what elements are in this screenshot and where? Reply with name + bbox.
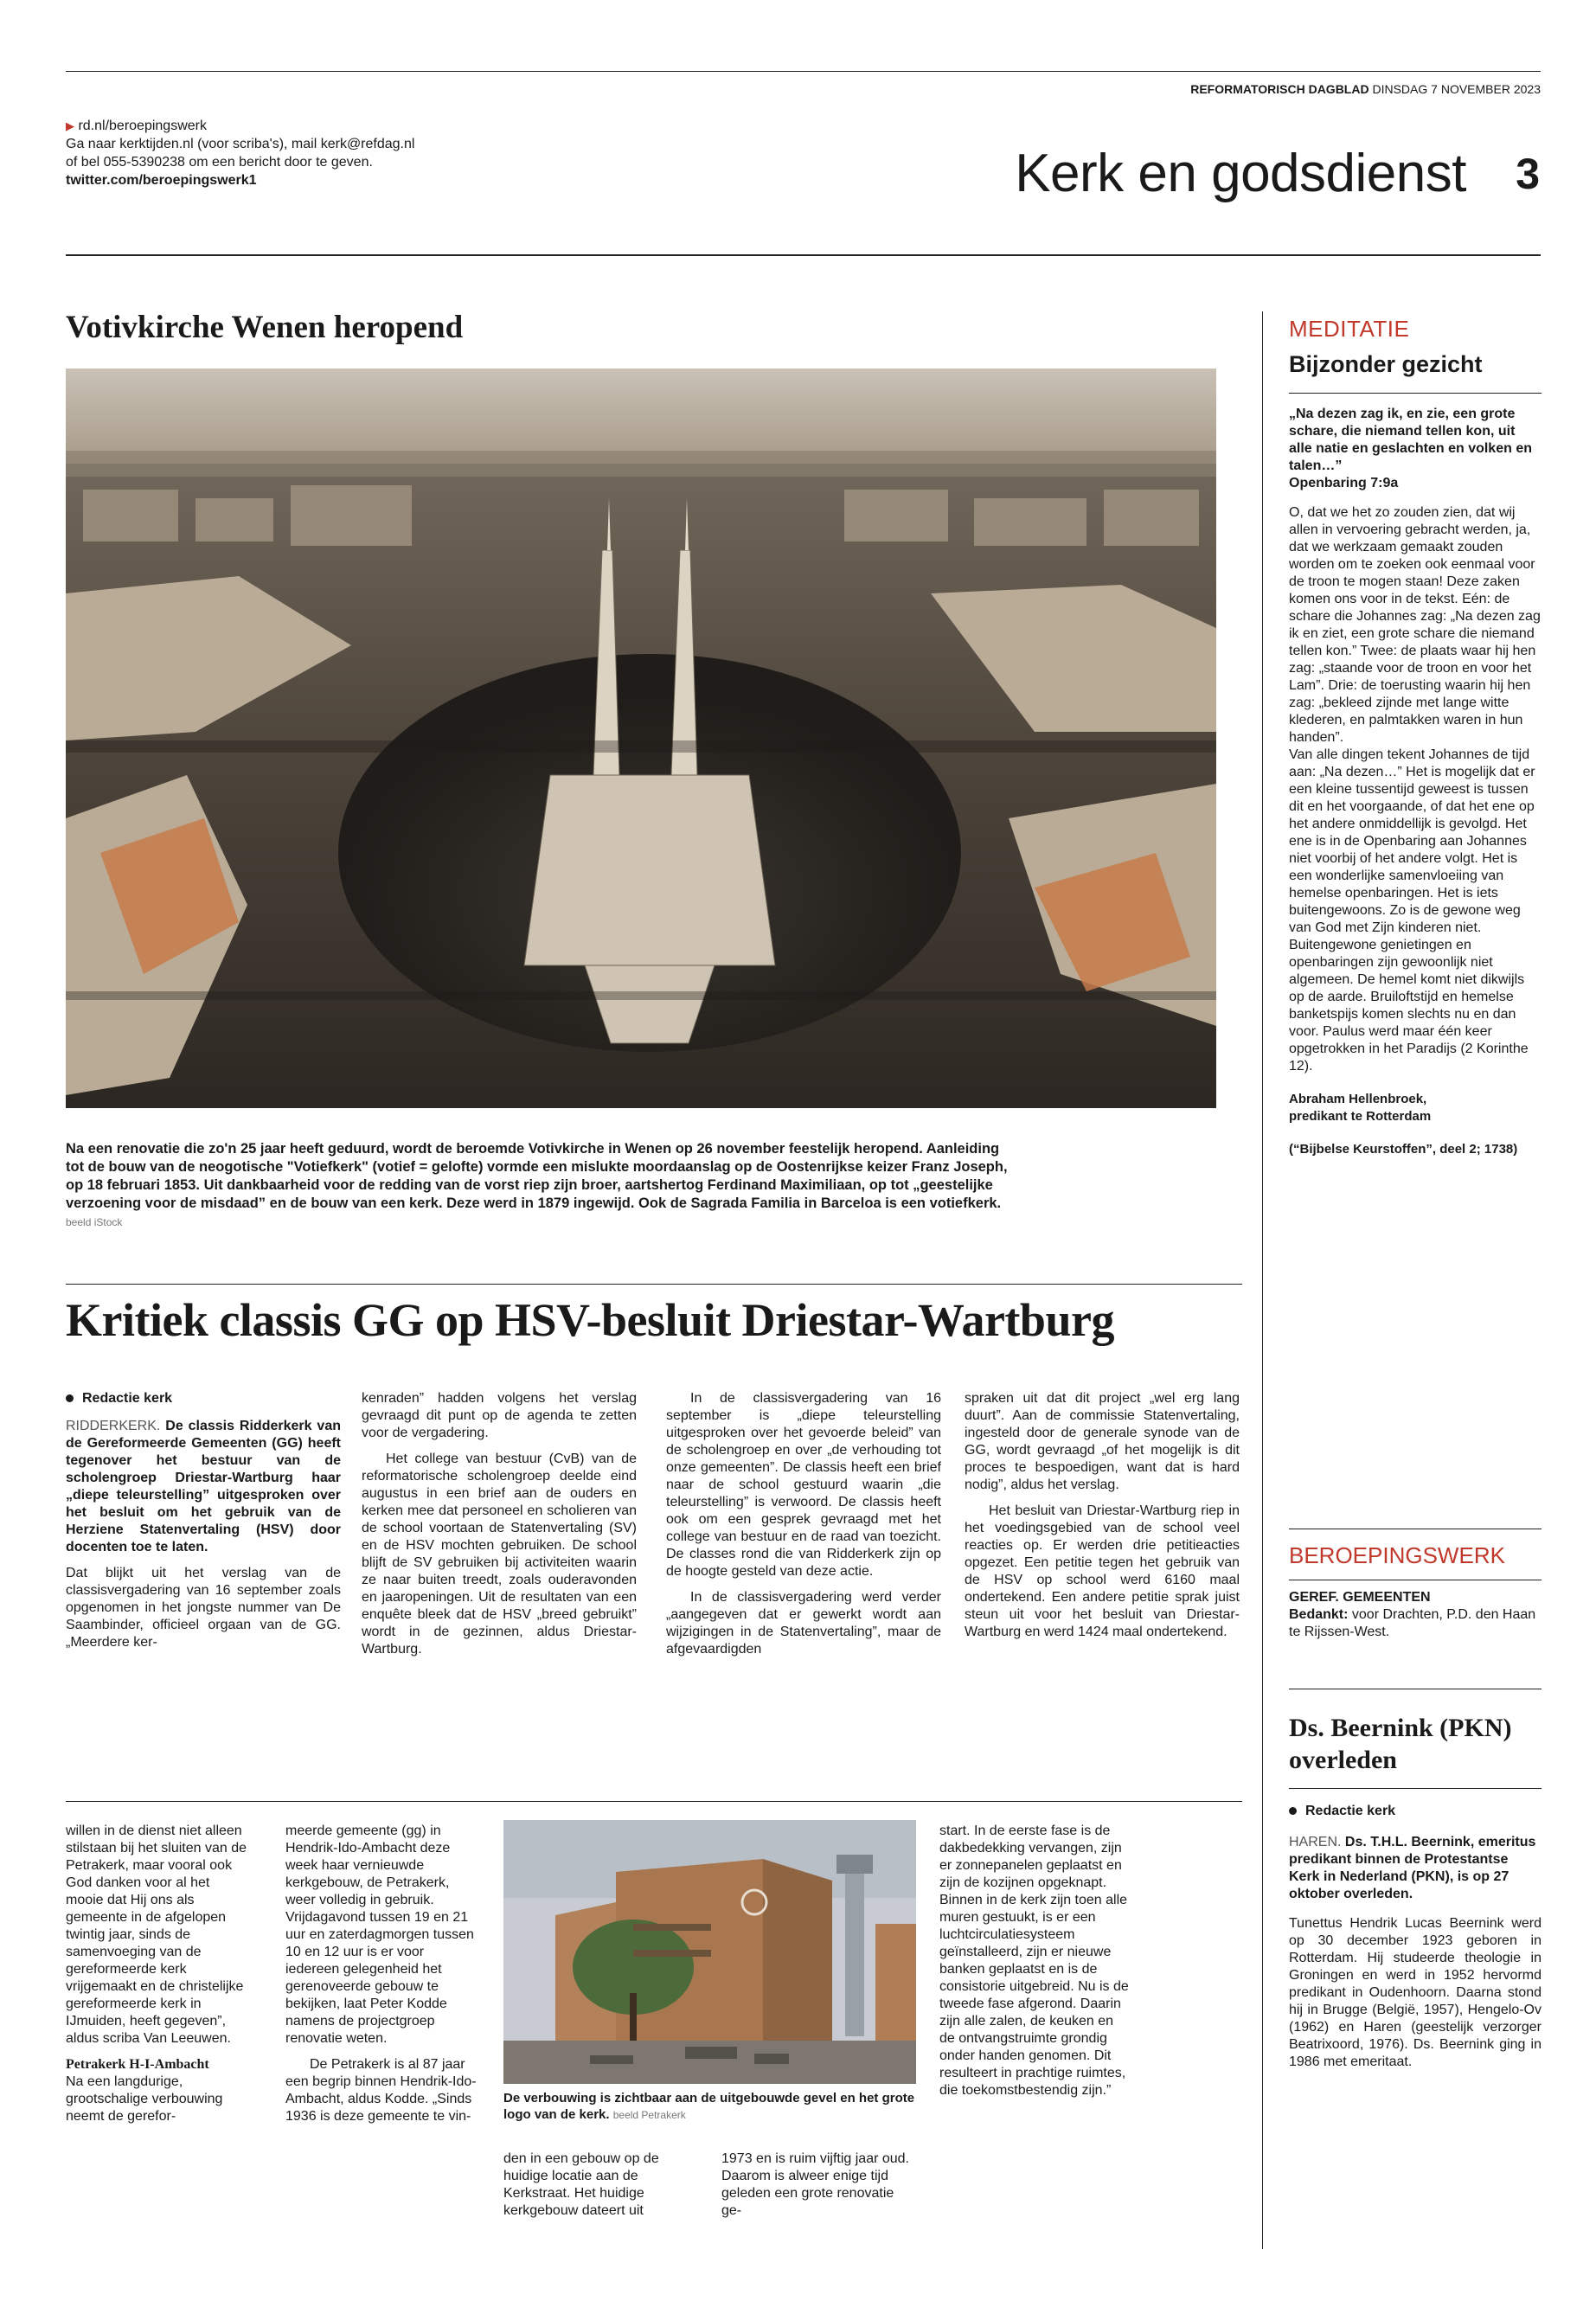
petrakerk-column-3: [503, 2150, 699, 2228]
kritiek-col4-p2: Het besluit van Driestar-Wartburg riep in het voedingsgebied van de school veel reacties op. Er werden drie petitieacties opgezet. Een petitie tegen het gebruik van de HSV op school werd 6160 maal ondertekend. Een andere petitie sprak juist steun uit voor het besluit van Driestar-Wartburg en werd 1424 maal ondertekend.: [965, 1503, 1240, 1639]
petrakerk-photo: [503, 1820, 916, 2084]
meditatie-source: (“Bijbelse Keurstoffen”, deel 2; 1738): [1289, 1142, 1518, 1157]
meditatie-quote: „Na dezen zag ik, en zie, een grote schare, die niemand tellen kon, uit alle natie en geslachten en volken en talen…”: [1289, 407, 1532, 473]
meditatie-reference: Openbaring 7:9a: [1289, 476, 1399, 490]
petrakerk-caption-text: De verbouwing is zichtbaar aan de uitgebouwde gevel en het grote logo van de kerk.: [503, 2091, 915, 2122]
masthead-rule: [66, 254, 1541, 256]
beernink-rule: [1289, 1788, 1542, 1789]
bullet-icon: [66, 1394, 74, 1402]
votivkirche-photo: [66, 369, 1216, 1108]
petrakerk-col1-p2: Na een langdurige, grootschalige verbouwing neemt de gerefor-: [66, 2074, 223, 2124]
top-rule: [66, 71, 1541, 72]
petrakerk-column-3b: [721, 2150, 917, 2228]
petrakerk-caption: [503, 2090, 916, 2124]
meditatie-body: O, dat we het zo zouden zien, dat wij allen in vervoering gebracht werden, ja, dat we werkzaam gemaakt zouden worden om te zoeken ook eenmaal voor de troon te mogen staan! Deze zaken komen ons voor in de tekst. Eén: de schare die Johannes zag: „Na dezen zag ik en ziet, een grote schare die niemand tellen kon.” Twee: de plaats waar hij hen zag: „staande voor de troon en voor het Lam”. Drie: de toerusting waarin hij hen zag: „bekleed zijnde met lange witte klederen, en palmtakken waren in hun handen”.: [1289, 505, 1541, 745]
kritiek-column-2: [362, 1390, 637, 1667]
votivkirche-credit: beeld iStock: [66, 1216, 123, 1228]
issue-date: DINSDAG 7 NOVEMBER 2023: [1372, 82, 1541, 96]
sidebar-divider: [1262, 311, 1263, 2249]
meditatie-author-role: predikant te Rotterdam: [1289, 1109, 1432, 1124]
paper-name: REFORMATORISCH DAGBLAD: [1190, 82, 1369, 96]
section-rule-2: [66, 1801, 1242, 1802]
beernink-dateline: HAREN.: [1289, 1835, 1342, 1849]
meditatie-kicker: MEDITATIE: [1289, 316, 1410, 342]
contact-line-2: of bel 055-5390238 om een bericht door te geven.: [66, 155, 373, 170]
petrakerk-col4-p1: start. In de eerste fase is de dakbedekking vervangen, zijn er zonnepanelen geplaatst en zijn de kozijnen opgeknapt. Binnen in de kerk zijn toen alle muren gestuukt, is er een luchtcirculatiesysteem geïnstalleerd, zijn er nieuwe banken geplaatst en is de consistorie uitgebreid. Nu is de tweede fase afgerond. Daarin zijn alle zalen, de keuken en de ontvangstruimte grondig onder handen genomen. Dit resulteert in prachtige ruimtes, die toekomstbestendig zijn.”: [939, 1823, 1129, 2098]
contact-link[interactable]: rd.nl/beroepingswerk: [78, 119, 207, 133]
meditatie-body-2: Van alle dingen tekent Johannes de tijd aan: „Na dezen…” Het is mogelijk dat er een kleine tussentijd geweest is tussen dit en het voorgaande, of dat het ene op het andere onmiddellijk is gevolgd. Het ene is in de Openbaring aan Johannes niet voorbij of het andere volgt. Het is een wonderlijke samenvloeiing van hemelse openbaringen. Het is iets buitengewoons. Zo is de gewone weg van God met Zijn kinderen niet. Buitengewone genietingen en openbaringen zijn gewoonlijk niet algemeen. De hemel komt niet dikwijls op de aarde. Bruiloftstijd en hemelse banketspijs komen slechts nu en dan voor. Paulus werd maar één keer opgetrokken in het Paradijs (2 Korinthe 12).: [1289, 747, 1535, 1074]
beernink-body: Tunettus Hendrik Lucas Beernink werd op 30 december 1923 geboren in Rotterdam. Hij studeerde theologie in Groningen en werd in 1952 hervormd predikant in Oudenhoorn. Daarna stond hij in Brugge (België, 1957), Hengelo-Ov (1962) en Haren (geestelijk verzorger Beatrixoord, 1976). Ds. Beernink ging in 1986 met emeritaat.: [1289, 1916, 1542, 2069]
kritiek-lead: De classis Ridderkerk van de Gereformeerde Gemeenten (GG) heeft tegenover het bestuur van de scholengroep Driestar-Wartburg haar „diepe teleurstelling” uitgesproken over het besluit om het gebruik van de Herziene Statenvertaling (HSV) door docenten toe te laten.: [66, 1419, 341, 1554]
petrakerk-column-1: [66, 1823, 247, 2134]
votivkirche-headline: Votivkirche Wenen heropend: [66, 310, 464, 345]
beernink-lead: Ds. T.H.L. Beernink, emeritus predikant binnen de Protestantse Kerk in Nederland (PKN), is op 27 oktober overleden.: [1289, 1835, 1536, 1901]
petrakerk-photo-graphic: [503, 1820, 916, 2084]
beroepingswerk-kicker: BEROEPINGSWERK: [1289, 1542, 1505, 1568]
votivkirche-caption: [66, 1140, 1017, 1232]
contact-line-1: Ga naar kerktijden.nl (voor scriba's), mail kerk@refdag.nl: [66, 137, 415, 151]
beroepingswerk-label: Bedankt:: [1289, 1607, 1349, 1622]
beroepingswerk-text: voor Drachten, P.D. den Haan te Rijssen-West.: [1289, 1607, 1536, 1639]
petrakerk-credit: beeld Petrakerk: [612, 2109, 686, 2121]
meditatie-title: Bijzonder gezicht: [1289, 351, 1483, 377]
votivkirche-caption-text: Na een renovatie die zo'n 25 jaar heeft geduurd, wordt de beroemde Votivkirche in Wenen op 26 november feestelijk heropend. Aanleiding tot de bouw van de neogotische "Votiefkerk" (votief = gelofte) vormde een mislukte moordaanslag op de Oostenrijkse keizer Franz Joseph, op 18 februari 1853. Uit dankbaarheid voor de redding van de vorst riep zijn broer, aartshertog Ferdinand Maximiliaan, op tot „geestelijke verzoening voor de misdaad” en de bouw van een kerk. Deze werd in 1879 ingewijd. Ook de Sagrada Familia in Barceloa is een votiefkerk.: [66, 1141, 1008, 1211]
kritiek-column-1: [66, 1390, 341, 1660]
kritiek-column-3: [666, 1390, 941, 1667]
petrakerk-col1-p1: willen in de dienst niet alleen stilstaan bij het sluiten van de Petrakerk, maar vooral ook God danken voor al het mooie dat Hij ons als gemeente in de afgelopen twintig jaar, sinds de samenvoeging van de gereformeerde kerk vrijgemaakt en de christelijke gereformeerde kerk in IJmuiden, heeft gegeven”, aldus scriba Van Leeuwen.: [66, 1823, 247, 2046]
petrakerk-col3-p1: den in een gebouw op de huidige locatie aan de Kerkstraat. Het huidige kerkgebouw dateert uit: [503, 2151, 659, 2218]
kritiek-col4-p1: spraken uit dat dit project „wel erg lang duurt”. Aan de commissie Statenvertaling, ingesteld door de generale synode van de GG, wordt gevraagd „of het mogelijk is dit proces te bespoedigen, want dat is hard nodig”, aldus het verslag.: [965, 1391, 1240, 1492]
kritiek-column-4: [965, 1390, 1240, 1650]
petrakerk-col2-p1: meerde gemeente (gg) in Hendrik-Ido-Ambacht deze week haar vernieuwde kerkgebouw, de Petrakerk, weer volledig in gebruik. Vrijdagavond tussen 19 en 21 uur en zaterdagmorgen tussen 10 en 12 uur is er voor iedereen gelegenheid het gerenoveerde gebouw te bekijken, laat Peter Kodde namens de projectgroep renovatie weten.: [285, 1823, 474, 2046]
meditatie-author: Abraham Hellenbroek,: [1289, 1092, 1427, 1106]
kritiek-dateline: RIDDERKERK.: [66, 1419, 161, 1433]
section-title: Kerk en godsdienst: [1015, 144, 1466, 203]
petrakerk-column-4: [939, 1823, 1131, 2108]
petrakerk-col3b-p1: 1973 en is ruim vijftig jaar oud. Daarom is alweer enige tijd geleden een grote renovatie ge-: [721, 2151, 909, 2218]
beernink-box: [1289, 1689, 1542, 2071]
kritiek-col3-p2: In de classisvergadering werd verder „aangegeven dat er gewerkt wordt aan wijzigingen in de Statenvertaling”, maar de afgevaardigden: [666, 1590, 941, 1657]
kritiek-col1-p2: Dat blijkt uit het verslag van de classisvergadering van 16 september zoals opgenomen in het jongste nummer van De Saambinder, officieel orgaan van de GG. „Meerdere ker-: [66, 1566, 341, 1650]
meditatie-rule: [1289, 393, 1542, 394]
twitter-link[interactable]: twitter.com/beroepingswerk1: [66, 173, 257, 188]
kritiek-headline: Kritiek classis GG op HSV-besluit Driestar-Wartburg: [66, 1294, 1114, 1346]
page-number: 3: [1516, 150, 1540, 198]
kritiek-col3-p1: In de classisvergadering van 16 september is „diepe teleurstelling uitgesproken over het gevoerde beleid” van de scholengroep en over „de verhouding tot onze gemeenten”. De classis heeft een brief naar de school gestuurd waarin „die teleurstelling” is verwoord. De classis heeft ook om een gesprek gevraagd met het college van bestuur en de raad van toezicht. De classes rond die van Ridderkerk zijn op de hoogte gesteld van deze actie.: [666, 1391, 941, 1579]
section-rule-1: [66, 1284, 1242, 1285]
kritiek-col2-p1: kenraden” hadden volgens het verslag gevraagd dit punt op de agenda te zetten voor de vergadering.: [362, 1391, 637, 1440]
beroepingswerk-denomination: GEREF. GEMEENTEN: [1289, 1590, 1431, 1605]
arrow-right-icon: ▶: [66, 119, 74, 132]
petrakerk-column-2: [285, 1823, 478, 2134]
beroepingswerk-box: [1289, 1529, 1542, 1641]
beernink-byline: Redactie kerk: [1305, 1804, 1396, 1818]
votivkirche-photo-graphic: [66, 369, 1216, 1108]
masthead-dateline: [1190, 82, 1541, 96]
petrakerk-subhead: Petrakerk H-I-Ambacht: [66, 2057, 209, 2072]
bullet-icon-2: [1289, 1807, 1297, 1815]
contact-block: [66, 117, 550, 189]
meditatie-box: [1289, 315, 1542, 1158]
petrakerk-col2-p2: De Petrakerk is al 87 jaar een begrip binnen Hendrik-Ido-Ambacht, aldus Kodde. „Sinds 1936 is deze gemeente te vin-: [285, 2057, 477, 2124]
beernink-headline: Ds. Beernink (PKN) overleden: [1289, 1714, 1512, 1774]
kritiek-col2-p2: Het college van bestuur (CvB) van de reformatorische scholengroep deelde eind augustus in een brief aan de ouders en kerken mee dat personeel en scholieren van de school voortaan de Statenvertaling (SV) en de HSV mochten gebruiken. De school blijft de SV gebruiken bij activiteiten waarin ze naar buiten treedt, zoals ouderavonden en jaaropeningen. Uit de resultaten van een enquête bleek dat de HSV „breed gebruikt” wordt in de gezinnen, aldus Driestar-Wartburg.: [362, 1452, 637, 1657]
kritiek-byline: Redactie kerk: [82, 1391, 173, 1406]
